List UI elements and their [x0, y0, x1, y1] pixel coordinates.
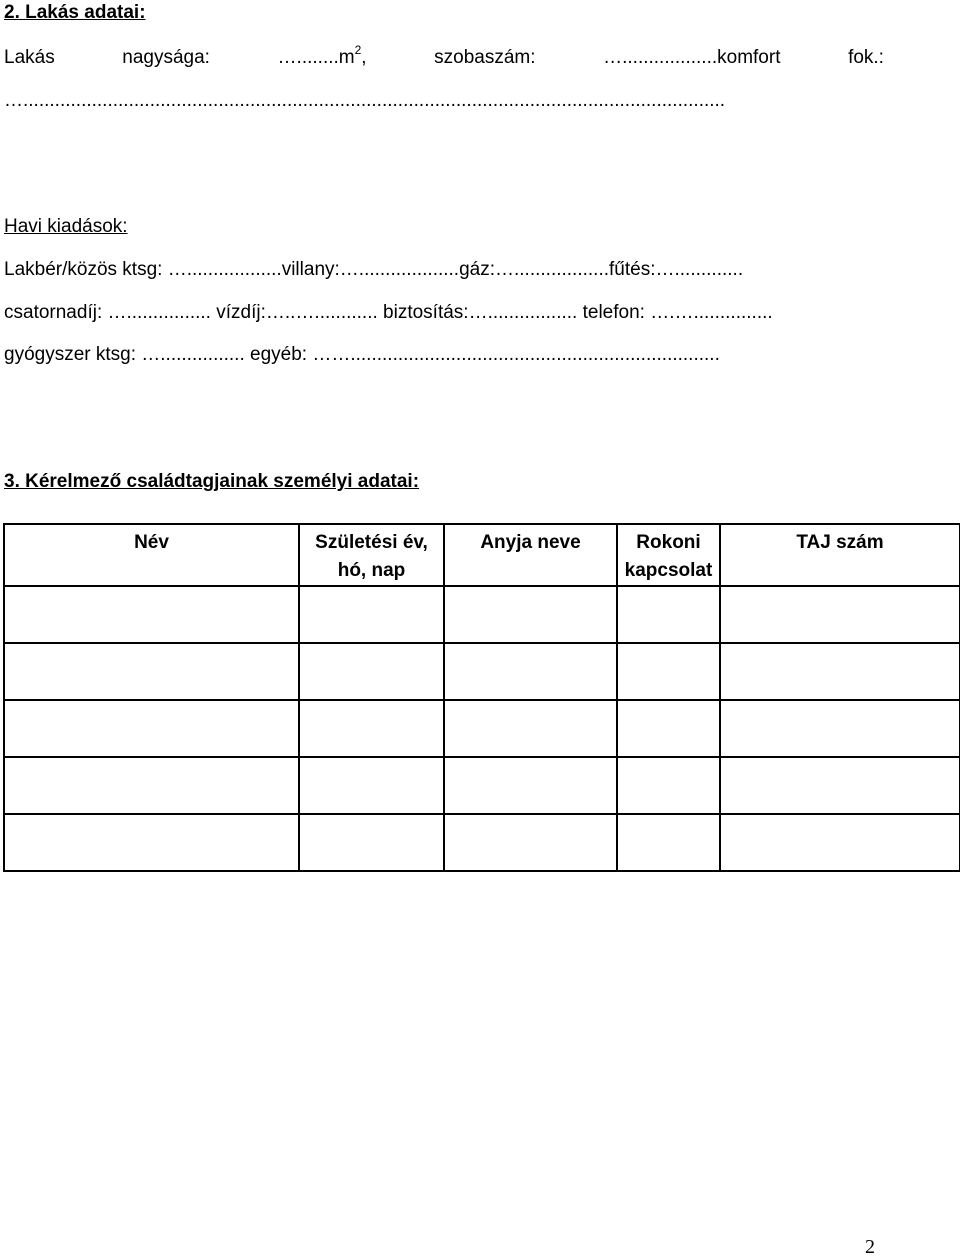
header-relation: Rokoni kapcsolat — [617, 524, 720, 586]
expenses-line-3[interactable]: gyógyszer ktsg: …................ egyéb: ……...................................................................... — [4, 344, 720, 365]
table-row — [4, 643, 960, 700]
header-mother-name: Anyja neve — [444, 524, 617, 586]
table-cell[interactable] — [720, 814, 960, 871]
apartment-size-line — [4, 43, 884, 69]
comfort-value-field[interactable]: …..................................................................................................................................... — [4, 90, 726, 111]
family-members-table — [3, 523, 960, 872]
table-cell[interactable] — [444, 643, 617, 700]
table-cell[interactable] — [4, 814, 299, 871]
table-cell[interactable] — [299, 757, 444, 814]
header-taj-number: TAJ szám — [720, 524, 960, 586]
table-cell[interactable] — [4, 757, 299, 814]
table-cell[interactable] — [720, 643, 960, 700]
table-cell[interactable] — [299, 643, 444, 700]
comfort-label: fok.: — [848, 47, 884, 68]
table-cell[interactable] — [617, 757, 720, 814]
table-cell[interactable] — [617, 814, 720, 871]
table-cell[interactable] — [299, 700, 444, 757]
table-cell[interactable] — [617, 586, 720, 643]
expenses-line-2[interactable]: csatornadíj: …................ vízdíj:…..…............ biztosítás:…................. telefon: ….…............... — [4, 302, 773, 323]
section-2-title: 2. Lakás adatai: — [4, 2, 146, 23]
table-header-row — [4, 524, 960, 586]
size-field[interactable]: $\dots........m^2$, — [277, 43, 367, 68]
table-cell[interactable] — [444, 586, 617, 643]
table-cell[interactable] — [720, 757, 960, 814]
monthly-expenses-title: Havi kiadások: — [4, 216, 128, 237]
section-3-title: 3. Kérelmező családtagjainak személyi adatai: — [4, 471, 420, 492]
table-cell[interactable] — [444, 700, 617, 757]
size-unit-superscript: 2 — [354, 43, 362, 57]
rooms-comfort-field[interactable]: …..................komfort — [603, 47, 781, 68]
expenses-line-1[interactable]: Lakbér/közös ktsg: …..................villany:…...................gáz:…..................fűtés:…............. — [4, 259, 744, 280]
table-cell[interactable] — [617, 700, 720, 757]
table-cell[interactable] — [617, 643, 720, 700]
table-cell[interactable] — [444, 757, 617, 814]
table-cell[interactable] — [720, 700, 960, 757]
table-cell[interactable] — [720, 586, 960, 643]
header-name: Név — [4, 524, 299, 586]
table-row — [4, 757, 960, 814]
table-cell[interactable] — [4, 586, 299, 643]
table-row — [4, 814, 960, 871]
header-birth-date: Születési év, hó, nap — [299, 524, 444, 586]
table-cell[interactable] — [4, 700, 299, 757]
table-cell[interactable] — [299, 586, 444, 643]
page-number: 2 — [865, 1236, 875, 1258]
size-label-a: Lakás — [4, 47, 55, 68]
rooms-label: szobaszám: — [434, 47, 536, 68]
table-cell[interactable] — [444, 814, 617, 871]
table-cell[interactable] — [4, 643, 299, 700]
table-row — [4, 700, 960, 757]
table-row — [4, 586, 960, 643]
table-cell[interactable] — [299, 814, 444, 871]
size-label-b: nagysága: — [122, 47, 210, 68]
